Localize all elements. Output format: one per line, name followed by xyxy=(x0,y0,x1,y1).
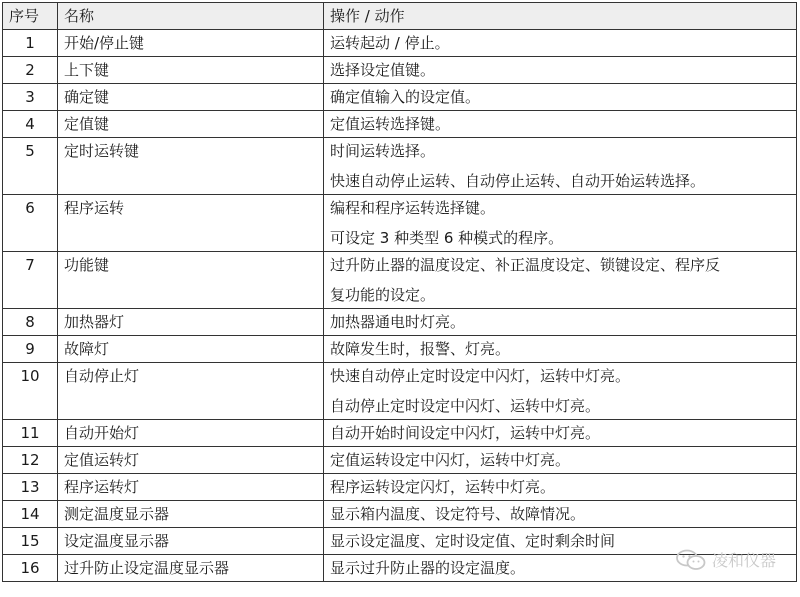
wechat-icon xyxy=(676,549,706,571)
row-name: 定值键 xyxy=(58,111,324,138)
row-number: 12 xyxy=(3,447,58,474)
row-operation xyxy=(324,447,797,474)
row-operation xyxy=(324,252,797,309)
operation-line: 定值运转设定中闪灯，运转中灯亮。 xyxy=(330,451,571,469)
table-row xyxy=(3,57,797,84)
header-row xyxy=(3,3,797,30)
operation-line: 自动停止定时设定中闪灯、运转中灯亮。 xyxy=(330,397,601,415)
row-operation xyxy=(324,195,797,252)
operation-line: 程序运转设定闪灯，运转中灯亮。 xyxy=(330,478,556,496)
row-operation xyxy=(324,309,797,336)
watermark-text: 凌和仪器 xyxy=(711,551,776,570)
row-number: 13 xyxy=(3,474,58,501)
row-name: 定时运转键 xyxy=(58,138,324,195)
table-row xyxy=(3,84,797,111)
row-operation xyxy=(324,420,797,447)
row-name: 自动停止灯 xyxy=(58,363,324,420)
operation-line: 显示过升防止器的设定温度。 xyxy=(330,559,526,577)
table-row xyxy=(3,363,797,420)
operation-line: 加热器通电时灯亮。 xyxy=(330,313,466,331)
operation-line: 快速自动停止运转、自动停止运转、自动开始运转选择。 xyxy=(330,172,706,190)
row-name: 自动开始灯 xyxy=(58,420,324,447)
row-number: 4 xyxy=(3,111,58,138)
row-number: 1 xyxy=(3,30,58,57)
row-operation xyxy=(324,84,797,111)
table-row xyxy=(3,195,797,252)
row-number: 6 xyxy=(3,195,58,252)
table-row xyxy=(3,447,797,474)
operation-line: 自动开始时间设定中闪灯，运转中灯亮。 xyxy=(330,424,601,442)
table-row xyxy=(3,252,797,309)
row-operation xyxy=(324,57,797,84)
row-number: 14 xyxy=(3,501,58,528)
operation-line: 确定值输入的设定值。 xyxy=(330,88,481,106)
row-name: 程序运转灯 xyxy=(58,474,324,501)
row-number: 15 xyxy=(3,528,58,555)
operation-line: 显示设定温度、定时设定值、定时剩余时间 xyxy=(330,532,616,550)
header-no: 序号 xyxy=(3,3,58,30)
operation-line: 编程和程序运转选择键。 xyxy=(330,199,496,217)
table-row xyxy=(3,30,797,57)
row-name: 上下键 xyxy=(58,57,324,84)
row-operation xyxy=(324,138,797,195)
table-row xyxy=(3,309,797,336)
table-row xyxy=(3,474,797,501)
operation-line: 时间运转选择。 xyxy=(330,142,436,160)
operation-line: 快速自动停止定时设定中闪灯，运转中灯亮。 xyxy=(330,367,631,385)
table-row xyxy=(3,501,797,528)
operation-line: 显示箱内温度、设定符号、故障情况。 xyxy=(330,505,586,523)
operation-line: 故障发生时，报警、灯亮。 xyxy=(330,340,511,358)
row-number: 3 xyxy=(3,84,58,111)
row-name: 开始/停止键 xyxy=(58,30,324,57)
row-name: 定值运转灯 xyxy=(58,447,324,474)
header-op: 操作 / 动作 xyxy=(324,3,797,30)
spec-table xyxy=(2,2,797,582)
operation-line: 选择设定值键。 xyxy=(330,61,436,79)
row-name: 功能键 xyxy=(58,252,324,309)
row-operation xyxy=(324,336,797,363)
row-number: 5 xyxy=(3,138,58,195)
row-number: 2 xyxy=(3,57,58,84)
row-name: 程序运转 xyxy=(58,195,324,252)
row-number: 9 xyxy=(3,336,58,363)
row-number: 16 xyxy=(3,555,58,582)
row-name: 加热器灯 xyxy=(58,309,324,336)
row-operation xyxy=(324,501,797,528)
row-operation xyxy=(324,30,797,57)
watermark xyxy=(676,548,776,571)
table-row xyxy=(3,111,797,138)
operation-line: 可设定 3 种类型 6 种模式的程序。 xyxy=(330,229,564,247)
row-number: 8 xyxy=(3,309,58,336)
header-name: 名称 xyxy=(58,3,324,30)
row-number: 10 xyxy=(3,363,58,420)
row-operation xyxy=(324,363,797,420)
row-operation xyxy=(324,111,797,138)
row-name: 过升防止设定温度显示器 xyxy=(58,555,324,582)
operation-line: 复功能的设定。 xyxy=(330,286,436,304)
operation-line: 过升防止器的温度设定、补正温度设定、锁键设定、程序反 xyxy=(330,256,721,274)
row-name: 故障灯 xyxy=(58,336,324,363)
row-number: 7 xyxy=(3,252,58,309)
row-number: 11 xyxy=(3,420,58,447)
table-row xyxy=(3,336,797,363)
operation-line: 运转起动 / 停止。 xyxy=(330,34,450,52)
row-name: 设定温度显示器 xyxy=(58,528,324,555)
row-name: 确定键 xyxy=(58,84,324,111)
operation-line: 定值运转选择键。 xyxy=(330,115,451,133)
table-row xyxy=(3,138,797,195)
table-row xyxy=(3,420,797,447)
row-operation xyxy=(324,474,797,501)
row-name: 测定温度显示器 xyxy=(58,501,324,528)
